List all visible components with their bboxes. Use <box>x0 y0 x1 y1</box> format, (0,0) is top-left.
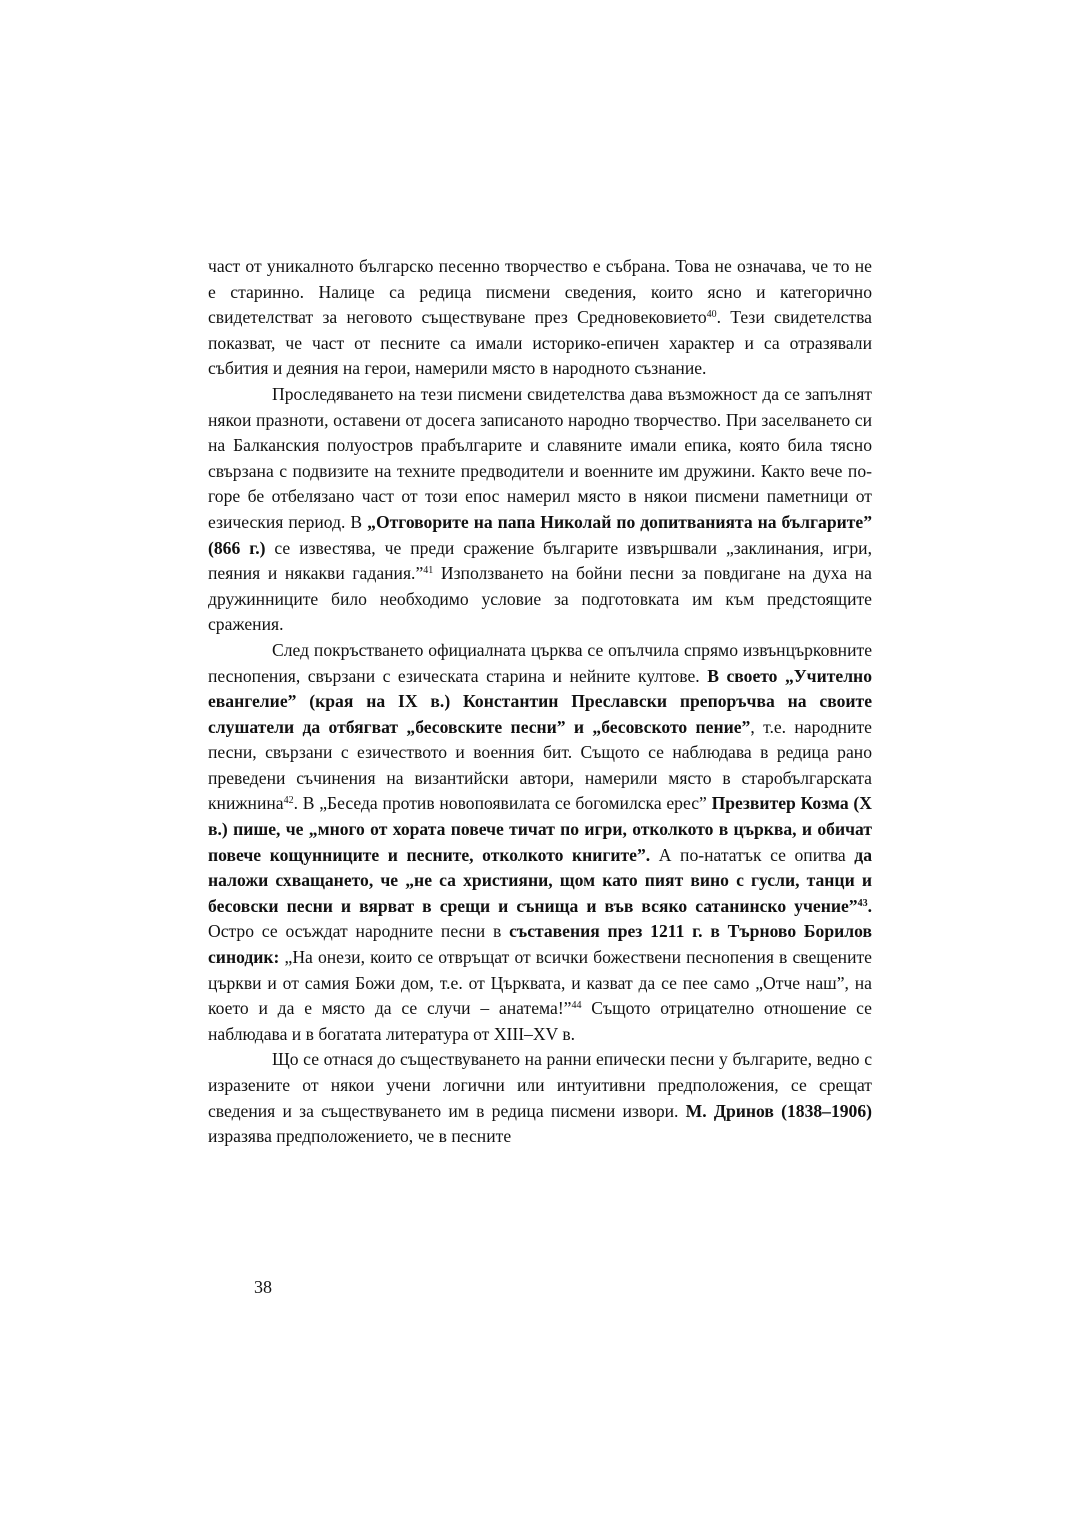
footnote-reference: 41 <box>423 565 434 577</box>
text-segment: част от уникалното българско песенно творчество е събрана. Това не означава, че то не е старинно. Налице са редица писмени сведения, които ясно и категорично свидетелстват за неговото съществуване през Средновековието <box>208 256 872 328</box>
bold-text-segment: . <box>867 895 872 916</box>
text-segment: Проследяването на тези писмени свидетелства дава възможност да се запълнят някои празноти, оставени от досега записаното народно творчество. При заселването си на Балканския полуостров прабългарите и славяните имали епика, която била тясно свързана с подвизите на техните предводители и военните им дружини. Както вече по-горе бе отбелязано част от този епос намерил място в някои писмени паметници от езическия период. В <box>208 383 872 532</box>
page-body-text <box>208 254 872 1150</box>
footnote-reference: 42 <box>283 795 294 807</box>
text-segment: се известява, че преди сражение българите извършвали „заклинания, игри, пеяния и някакви гадания.” <box>208 537 872 584</box>
paragraph-1 <box>208 254 872 382</box>
footnote-reference: 43 <box>857 897 868 909</box>
bold-text-segment: „Отговорите на папа Николай по допитванията на българите” (866 г.) <box>208 511 872 558</box>
bold-text-segment: Презвитер Козма (X в.) пише, че „много от хората повече тичат по игри, отколкото в църква, и обичат повече кощунниците и песните, отколкото книгите”. <box>208 793 872 865</box>
text-segment: , т.е. народните песни, свързани с езичеството и военния бит. Същото се наблюдава в редица рано преведени съчинения на византийски автори, намерили място в старобългарската книжнина <box>208 716 872 814</box>
text-segment: Използването на бойни песни за повдигане на духа на дружинниците било необходимо условие за подготовката им към предстоящите сражения. <box>208 563 872 635</box>
bold-text-segment: да наложи схващането, че „не са християни, щом като пият вино с гусли, танци и бесовски песни и вярват в срещи и сънища и във всяко сатанинско учение” <box>208 844 872 916</box>
bold-text-segment: М. Дринов (1838–1906) <box>685 1100 873 1121</box>
footnote-reference: 44 <box>571 1000 582 1012</box>
page-number: 38 <box>254 1277 272 1297</box>
text-segment: А по-нататък се опитва <box>650 844 855 865</box>
text-segment: Същото отрицателно отношение се наблюдава и в богатата литература от XIII–XV в. <box>208 998 872 1044</box>
text-segment: . Тези свидетелства показват, че част от песните са имали историко-епичен характер и са отразявали събития и деяния на герои, намерили място в народното съзнание. <box>208 307 872 379</box>
text-segment: . В „Беседа против новопоявилата се богомилска ерес” <box>293 793 712 814</box>
text-segment: Що се отнася до съществуването на ранни епически песни у българите, ведно с изразените от някои учени логични или интуитивни предположения, се срещат сведения и за съществуването им в редица писмени извори. <box>208 1049 872 1121</box>
paragraph-3 <box>208 638 872 1048</box>
text-segment: „На онези, които се отвръщат от всички божествени песнопения в свещените църкви и от самия Божи дом, т.е. от Църквата, и казват да се пее само „Отче наш”, на което и да е място да се случи – анатема!” <box>208 947 872 1019</box>
bold-text-segment: В своето „Учително евангелие” (края на IX в.) Константин Преславски препоръчва на своите слушатели да отбягват „бесовските песни” и „бесовското пение” <box>208 665 872 737</box>
bold-text-segment: съставения през 1211 г. в Търново Борилов синодик: <box>208 921 872 968</box>
text-segment: изразява предположението, че в песните <box>208 1126 512 1147</box>
footnote-reference: 40 <box>706 309 717 321</box>
text-segment: Остро се осъждат народните песни в <box>208 921 510 942</box>
text-segment: След покръстването официалната църква се опълчила спрямо извънцърковните песнопения, свързани с езическата старина и нейните култове. <box>208 639 872 686</box>
paragraph-4 <box>208 1047 872 1149</box>
paragraph-2 <box>208 382 872 638</box>
